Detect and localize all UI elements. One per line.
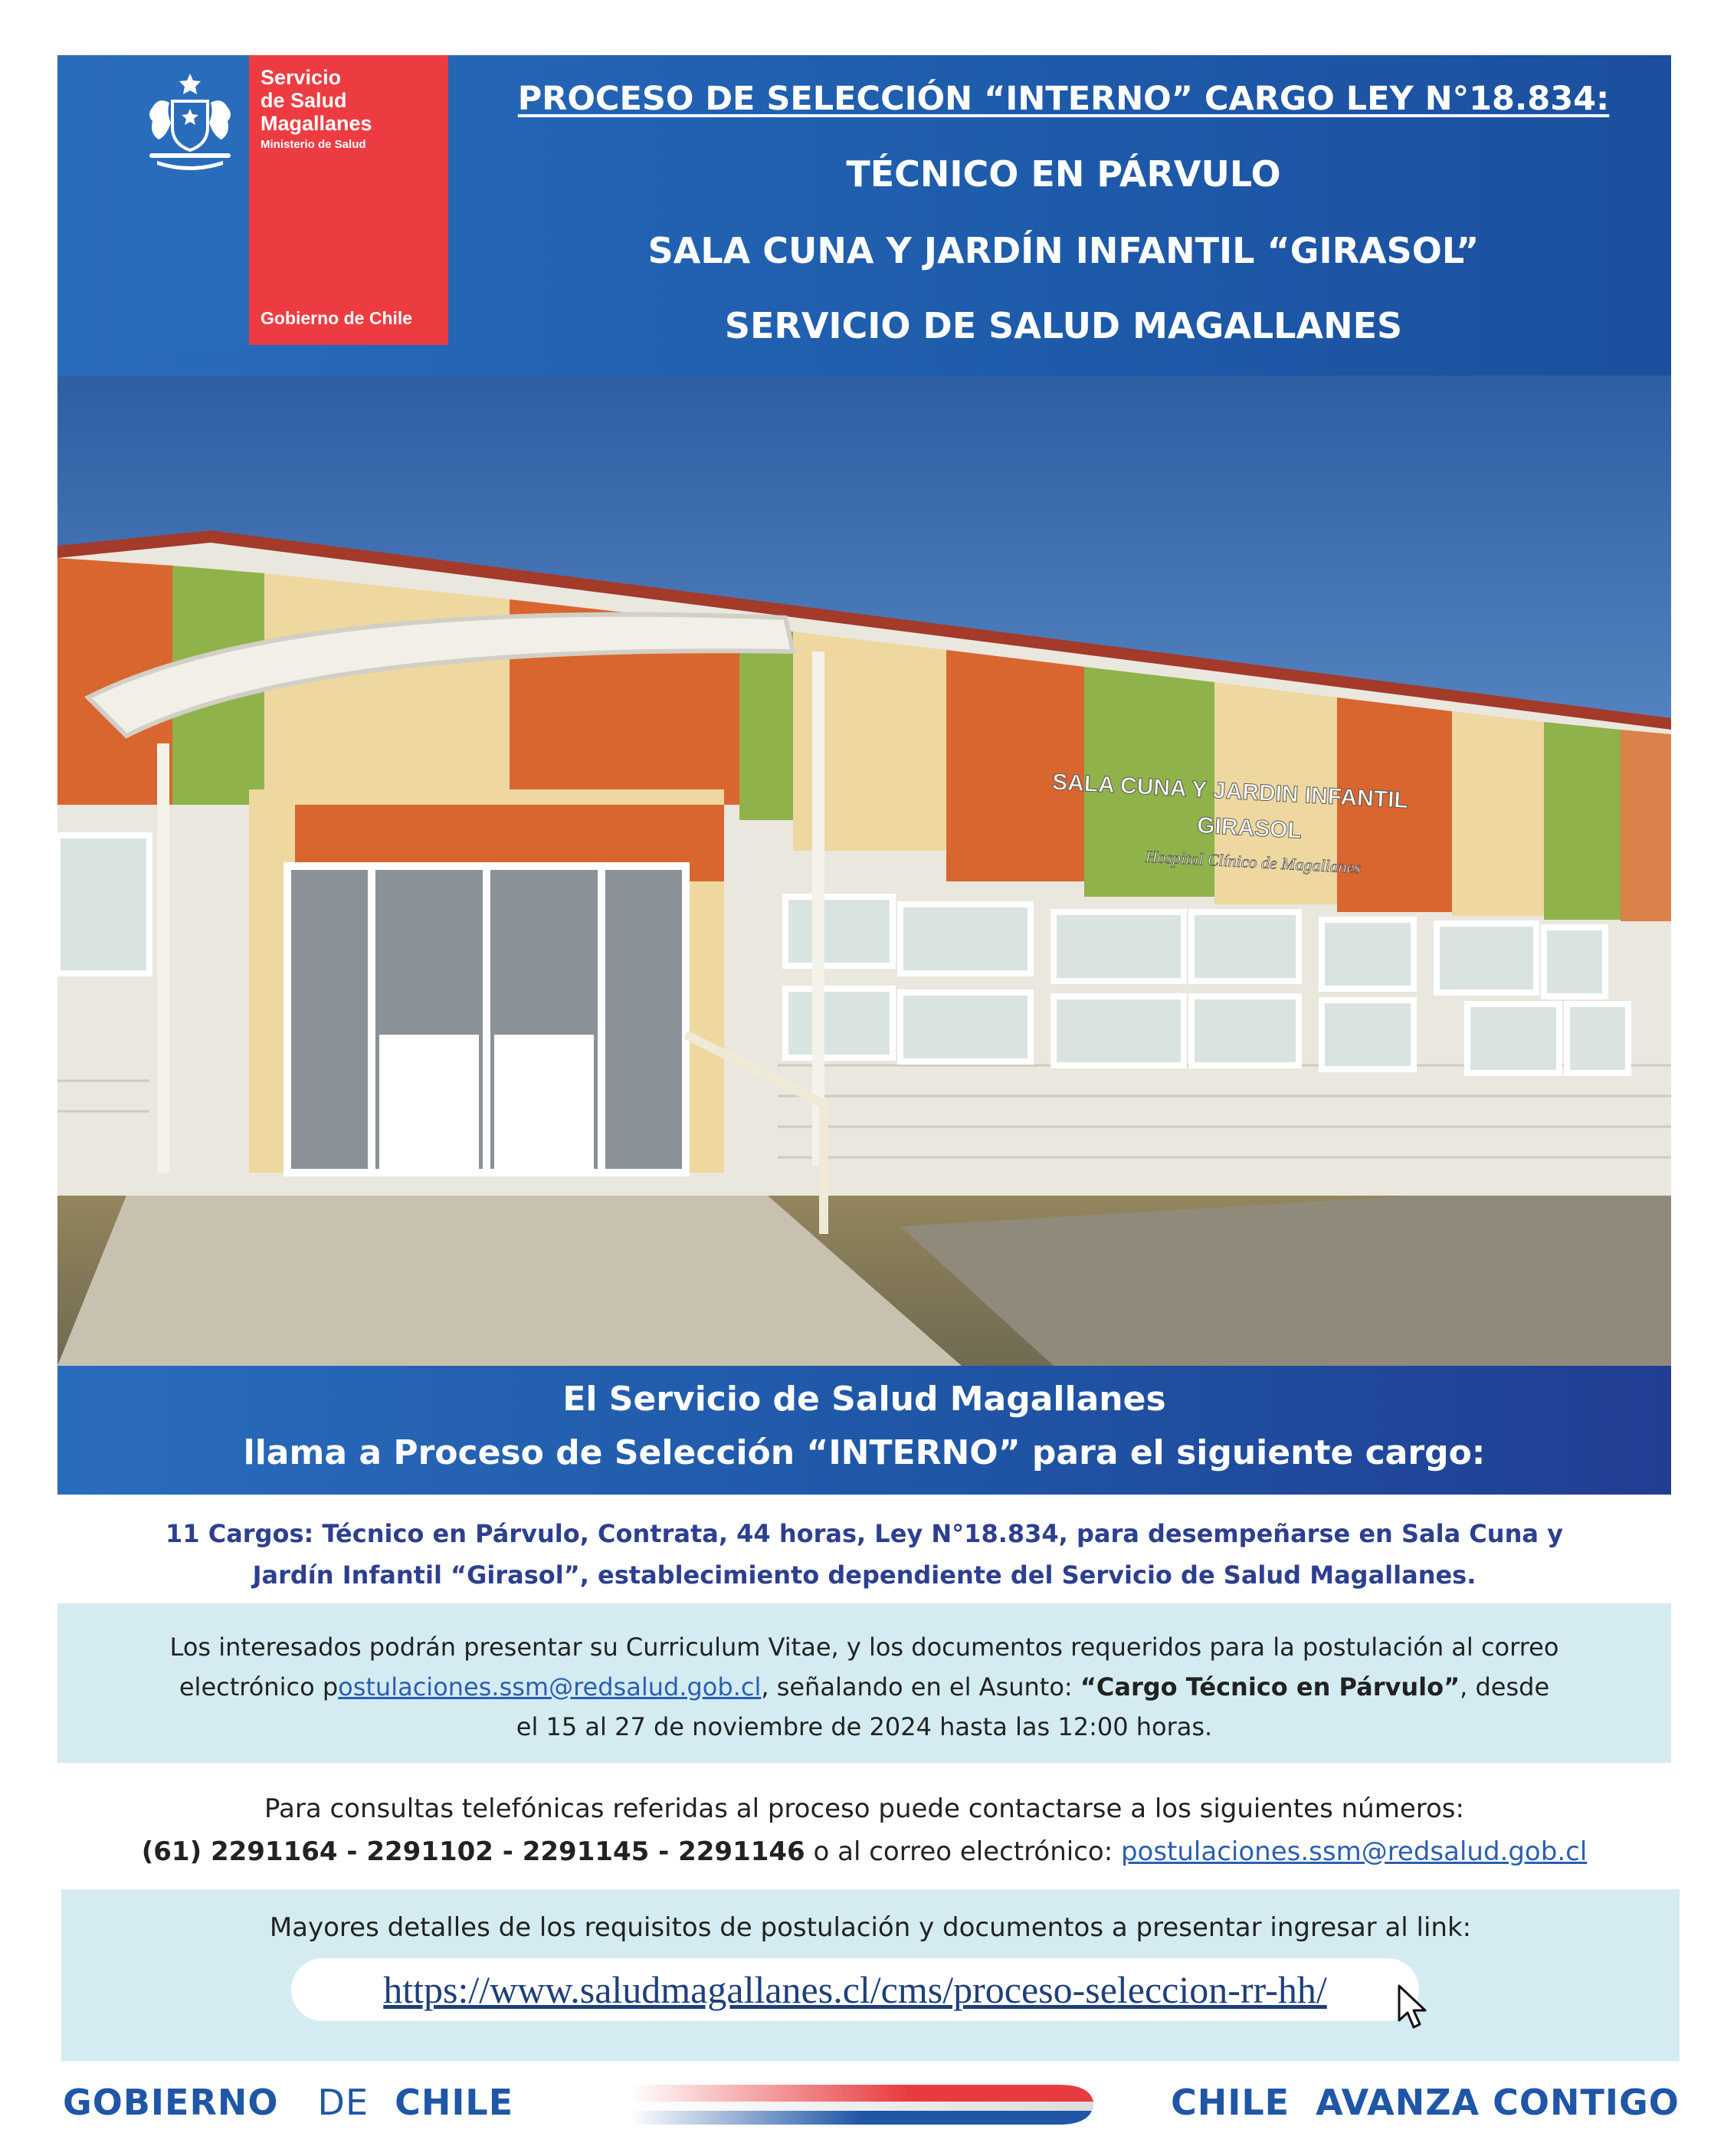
header-banner <box>57 55 1671 376</box>
info-line1: Los interesados podrán presentar su Curriculum Vitae, y los documentos requeridos para la postulación al correo <box>169 1633 1559 1662</box>
footer-slogan: CHILE AVANZA CONTIGO <box>1171 2082 1680 2123</box>
info-line2-mid: , señalando en el Asunto: <box>761 1672 1080 1702</box>
cargos-line2: Jardín Infantil “Girasol”, establecimiento dependiente del Servicio de Salud Magallanes. <box>252 1560 1477 1590</box>
email-subject: “Cargo Técnico en Párvulo” <box>1080 1672 1460 1702</box>
application-info-box <box>57 1603 1671 1763</box>
info-line2 <box>57 1672 1671 1702</box>
photo-sign-line3: Hospital Clínico de Magallanes <box>1145 846 1362 878</box>
consultas-mid: o al correo electrónico: <box>805 1836 1121 1867</box>
call-band <box>57 1366 1671 1495</box>
header-title-line4: SERVICIO DE SALUD MAGALLANES <box>724 305 1403 346</box>
flag-stripes-icon <box>630 2079 1099 2129</box>
photo-sign-line1: SALA CUNA Y JARDIN INFANTIL <box>1051 769 1409 814</box>
logo-text-line1: Servicio <box>261 66 342 89</box>
mouse-pointer-icon <box>1396 1984 1433 2031</box>
info-line3: el 15 al 27 de noviembre de 2024 hasta las 12:00 horas. <box>516 1712 1213 1741</box>
footer-chile: CHILE <box>395 2082 514 2123</box>
logo-government: Gobierno de Chile <box>261 308 413 328</box>
consultas-line1: Para consultas telefónicas referidas al proceso puede contactarse a los siguientes números: <box>264 1793 1464 1824</box>
details-url-link[interactable]: https://www.saludmagallanes.cl/cms/proceso-seleccion-rr-hh/ <box>383 1968 1327 2011</box>
info-line2-pre: electrónico p <box>179 1672 339 1702</box>
chile-coat-of-arms-icon <box>142 71 238 170</box>
photo-sign-line2: GIRASOL <box>1196 812 1303 844</box>
building-illustration <box>57 376 1671 1366</box>
call-band-line1: El Servicio de Salud Magallanes <box>562 1380 1166 1419</box>
call-band-line2: llama a Proceso de Selección “INTERNO” para el siguiente cargo: <box>243 1433 1486 1472</box>
footer-de: DE <box>317 2082 369 2123</box>
consultas-email-link[interactable]: postulaciones.ssm@redsalud.gob.cl <box>1120 1836 1588 1867</box>
header-title-line2: TÉCNICO EN PÁRVULO <box>846 153 1281 195</box>
details-line1: Mayores detalles de los requisitos de postulación y documentos a presentar ingresar al link: <box>269 1912 1472 1943</box>
header-title-line3: SALA CUNA Y JARDÍN INFANTIL “GIRASOL” <box>647 230 1480 271</box>
building-photo <box>57 376 1671 1366</box>
footer-gobierno: GOBIERNO <box>63 2082 279 2123</box>
header-title-line1: PROCESO DE SELECCIÓN “INTERNO” CARGO LEY N°18.834: <box>517 80 1610 118</box>
details-box <box>61 1889 1680 2061</box>
application-email-link[interactable]: ostulaciones.ssm@redsalud.gob.cl <box>338 1672 762 1702</box>
consultas-line2 <box>57 1836 1671 1867</box>
cargos-line1: 11 Cargos: Técnico en Párvulo, Contrata, 44 horas, Ley N°18.834, para desempeñarse en Sala Cuna y <box>166 1519 1563 1548</box>
info-line2-post: , desde <box>1460 1672 1550 1702</box>
logo-text-line2: de Salud <box>261 89 347 112</box>
logo-ministry: Ministerio de Salud <box>261 138 366 151</box>
footer-gobierno-de-chile <box>63 2082 513 2123</box>
url-pill[interactable] <box>291 1958 1419 2021</box>
logo-text-line3: Magallanes <box>261 112 372 135</box>
phone-numbers: (61) 2291164 - 2291102 - 2291145 - 2291146 <box>141 1836 805 1867</box>
